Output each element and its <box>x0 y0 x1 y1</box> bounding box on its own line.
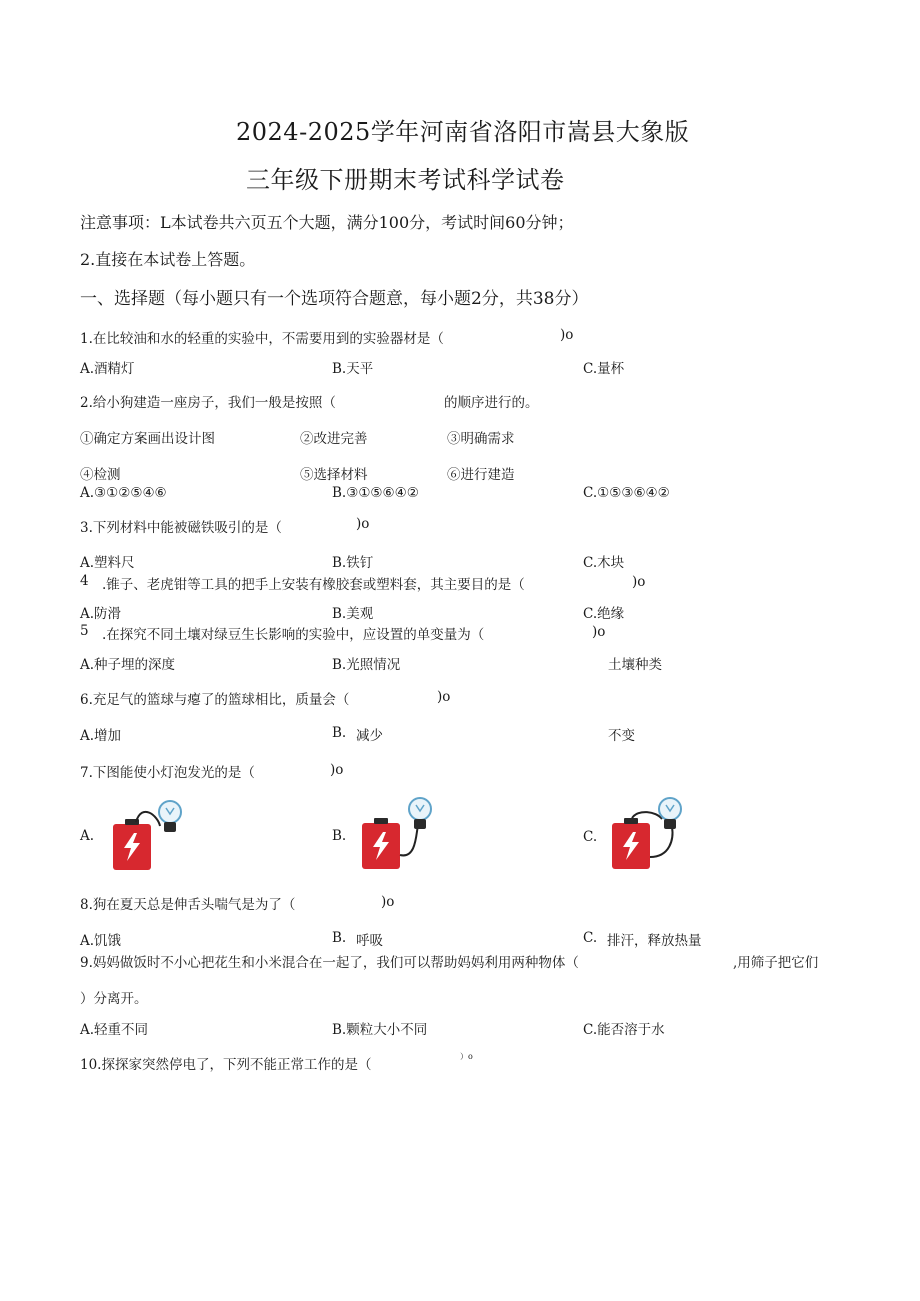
q5-option-a: A.种子埋的深度 <box>80 657 176 673</box>
q6-option-b-text: 减少 <box>356 728 383 744</box>
q2-tail: 的顺序进行的。 <box>444 395 539 411</box>
page-subtitle: 三年级下册期末考试科学试卷 <box>246 166 565 194</box>
q3-option-a: A.塑料尺 <box>80 555 135 571</box>
q4-tail: )o <box>632 574 646 590</box>
q7-option-a: A. <box>80 828 95 844</box>
q1-tail: )o <box>560 327 574 343</box>
wire <box>400 825 418 855</box>
q8-option-b-letter: B. <box>332 930 347 946</box>
wire-bottom <box>650 827 672 857</box>
q7-option-b: B. <box>332 828 347 844</box>
q3-stem: 3.下列材料中能被磁铁吸引的是（ <box>80 520 282 536</box>
q10-stem: 10.探探家突然停电了，下列不能正常工作的是（ <box>80 1057 372 1073</box>
q1-stem: 1.在比较油和水的轻重的实验中，不需要用到的实验器材是（ <box>80 331 444 347</box>
q2-step-4: ④检测 <box>80 467 121 483</box>
q2-step-2: ②改进完善 <box>300 431 368 447</box>
q9-option-a: A.轻重不同 <box>80 1022 149 1038</box>
q2-step-3: ③明确需求 <box>447 431 515 447</box>
bulb-base <box>664 819 676 829</box>
light-bulb-icon <box>409 798 431 820</box>
q5-stem: .在探究不同土壤对绿豆生长影响的实验中，应设置的单变量为（ <box>102 627 485 643</box>
q2-stem: 2.给小狗建造一座房子，我们一般是按照（ <box>80 395 336 411</box>
q6-stem: 6.充足气的篮球与瘪了的篮球相比，质量会（ <box>80 692 350 708</box>
q2-step-1: ①确定方案画出设计图 <box>80 431 215 447</box>
q5-option-c: 土壤种类 <box>608 657 662 673</box>
q9-tail: ,用筛子把它们 <box>733 955 819 971</box>
wire-top <box>632 812 662 819</box>
q2-option-a: A.③①②⑤④⑥ <box>80 485 167 501</box>
q2-option-b: B.③①⑤⑥④② <box>332 485 419 501</box>
circuit-c-illustration <box>606 795 696 875</box>
q5-tail: )o <box>592 624 606 640</box>
q2-option-c: C.①⑤③⑥④② <box>583 485 670 501</box>
q3-tail: )o <box>356 516 370 532</box>
wire <box>136 812 160 826</box>
q10-tail: ）o <box>460 1052 473 1061</box>
q8-option-b-text: 呼吸 <box>356 933 383 949</box>
q8-stem: 8.狗在夏天总是伸舌头喘气是为了（ <box>80 897 296 913</box>
q6-option-a: A.增加 <box>80 728 122 744</box>
q9-stem-line2: ）分离开。 <box>80 991 148 1007</box>
q1-option-c: C.量杯 <box>583 361 625 377</box>
q9-option-b: B.颗粒大小不同 <box>332 1022 428 1038</box>
q4-stem: .锥子、老虎钳等工具的把手上安装有橡胶套或塑料套，其主要目的是（ <box>102 577 525 593</box>
bulb-base <box>164 822 176 832</box>
notes-line-2: 2.直接在本试卷上答题。 <box>80 250 256 269</box>
page-title: 2024-2025学年河南省洛阳市嵩县大象版 <box>236 118 690 146</box>
q5-option-b: B.光照情况 <box>332 657 401 673</box>
q4-option-b: B.美观 <box>332 606 374 622</box>
q7-stem: 7.下图能使小灯泡发光的是（ <box>80 765 255 781</box>
q8-tail: )o <box>381 894 395 910</box>
q6-option-c-text: 不变 <box>608 728 635 744</box>
light-bulb-icon <box>659 798 681 820</box>
section-heading-1: 一、选择题（每小题只有一个选项符合题意，每小题2分，共38分） <box>80 289 589 309</box>
battery-terminal <box>624 818 638 824</box>
q4-number: 4 <box>80 573 89 589</box>
battery-terminal <box>374 818 388 824</box>
q8-option-a: A.饥饿 <box>80 933 122 949</box>
light-bulb-icon <box>159 801 181 823</box>
q4-option-a: A.防滑 <box>80 606 122 622</box>
q5-number: 5 <box>80 623 89 639</box>
q6-option-b-letter: B. <box>332 725 347 741</box>
q1-option-a: A.酒精灯 <box>80 361 135 377</box>
circuit-a-illustration <box>106 798 186 873</box>
bulb-base <box>414 819 426 829</box>
circuit-b-illustration <box>356 795 446 875</box>
q2-step-5: ⑤选择材料 <box>300 467 368 483</box>
q9-option-c: C.能否溶于水 <box>583 1022 665 1038</box>
q7-option-c: C. <box>583 829 598 845</box>
q8-option-c-letter: C. <box>583 930 598 946</box>
q6-tail: )o <box>437 689 451 705</box>
q8-option-c-text: 排汗，释放热量 <box>607 933 702 949</box>
q3-option-c: C.木块 <box>583 555 625 571</box>
notes-line-1: 注意事项：L本试卷共六页五个大题，满分100分，考试时间60分钟； <box>80 213 574 232</box>
q9-stem: 9.妈妈做饭时不小心把花生和小米混合在一起了，我们可以帮助妈妈利用两种物体（ <box>80 955 579 971</box>
q3-option-b: B.铁钉 <box>332 555 374 571</box>
q4-option-c: C.绝缘 <box>583 606 625 622</box>
q1-option-b: B.天平 <box>332 361 374 377</box>
q7-tail: )o <box>330 762 344 778</box>
q2-step-6: ⑥进行建造 <box>447 467 515 483</box>
